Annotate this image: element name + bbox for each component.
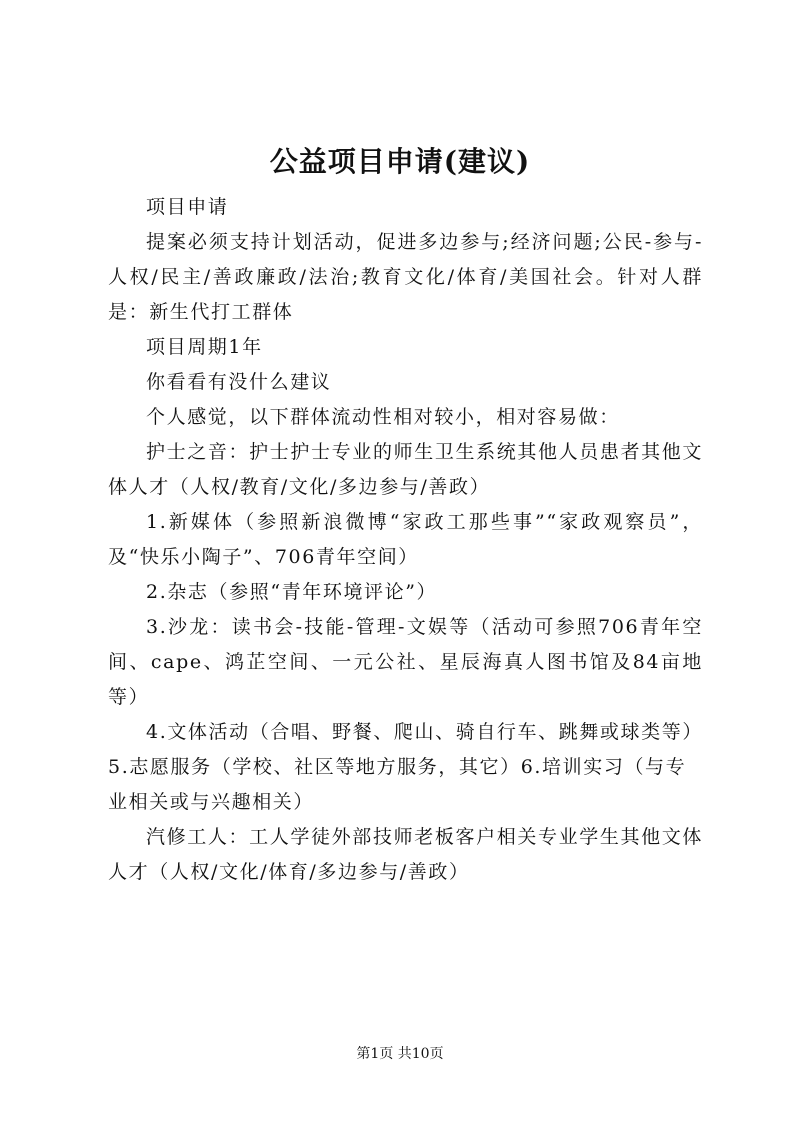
paragraph-magazine: 2.杂志（参照“青年环境评论”） — [146, 581, 438, 603]
paragraph-cultural-activities: 4.文体活动（合唱、野餐、爬山、骑自行车、跳舞或球类等） — [146, 721, 703, 743]
paragraph-new-media: 1.新媒体（参照新浪微博“家政工那些事”“家政观察员”，及“快乐小陶子”、706青年空间） — [108, 511, 703, 568]
paragraph-salon: 3.沙龙：读书会-技能-管理-文娱等（活动可参照706青年空间、cape、鸿芷空间、一元公社、星辰海真人图书馆及84亩地等） — [108, 616, 703, 708]
paragraph-suggestion-request: 你看看有没什么建议 — [146, 371, 332, 393]
paragraph-nurses-voice: 护士之音：护士护士专业的师生卫生系统其他人员患者其他文体人才（人权/教育/文化/多边参与/善政） — [108, 441, 703, 498]
document-body — [108, 190, 703, 890]
paragraph-auto-repair-workers: 汽修工人：工人学徒外部技师老板客户相关专业学生其他文体人才（人权/文化/体育/多边参与/善政） — [108, 826, 703, 883]
paragraph-personal-opinion: 个人感觉，以下群体流动性相对较小，相对容易做： — [146, 406, 620, 428]
paragraph-volunteer-training — [108, 750, 703, 820]
volunteer-training-text: 5.志愿服务（学校、社区等地方服务，其它）6.培训实习（与专业相关或与兴趣相关） — [108, 756, 687, 813]
page-footer: 第1页 共10页 — [356, 1046, 444, 1062]
paragraph-project-period: 项目周期1年 — [146, 336, 263, 358]
paragraph-project-application: 项目申请 — [146, 196, 229, 218]
paragraph-proposal-requirements: 提案必须支持计划活动，促进多边参与;经济问题;公民-参与-人权/民主/善政廉政/法治;教育文化/体育/美国社会。针对人群是：新生代打工群体 — [108, 231, 703, 323]
page-title: 公益项目申请(建议) — [269, 145, 531, 178]
